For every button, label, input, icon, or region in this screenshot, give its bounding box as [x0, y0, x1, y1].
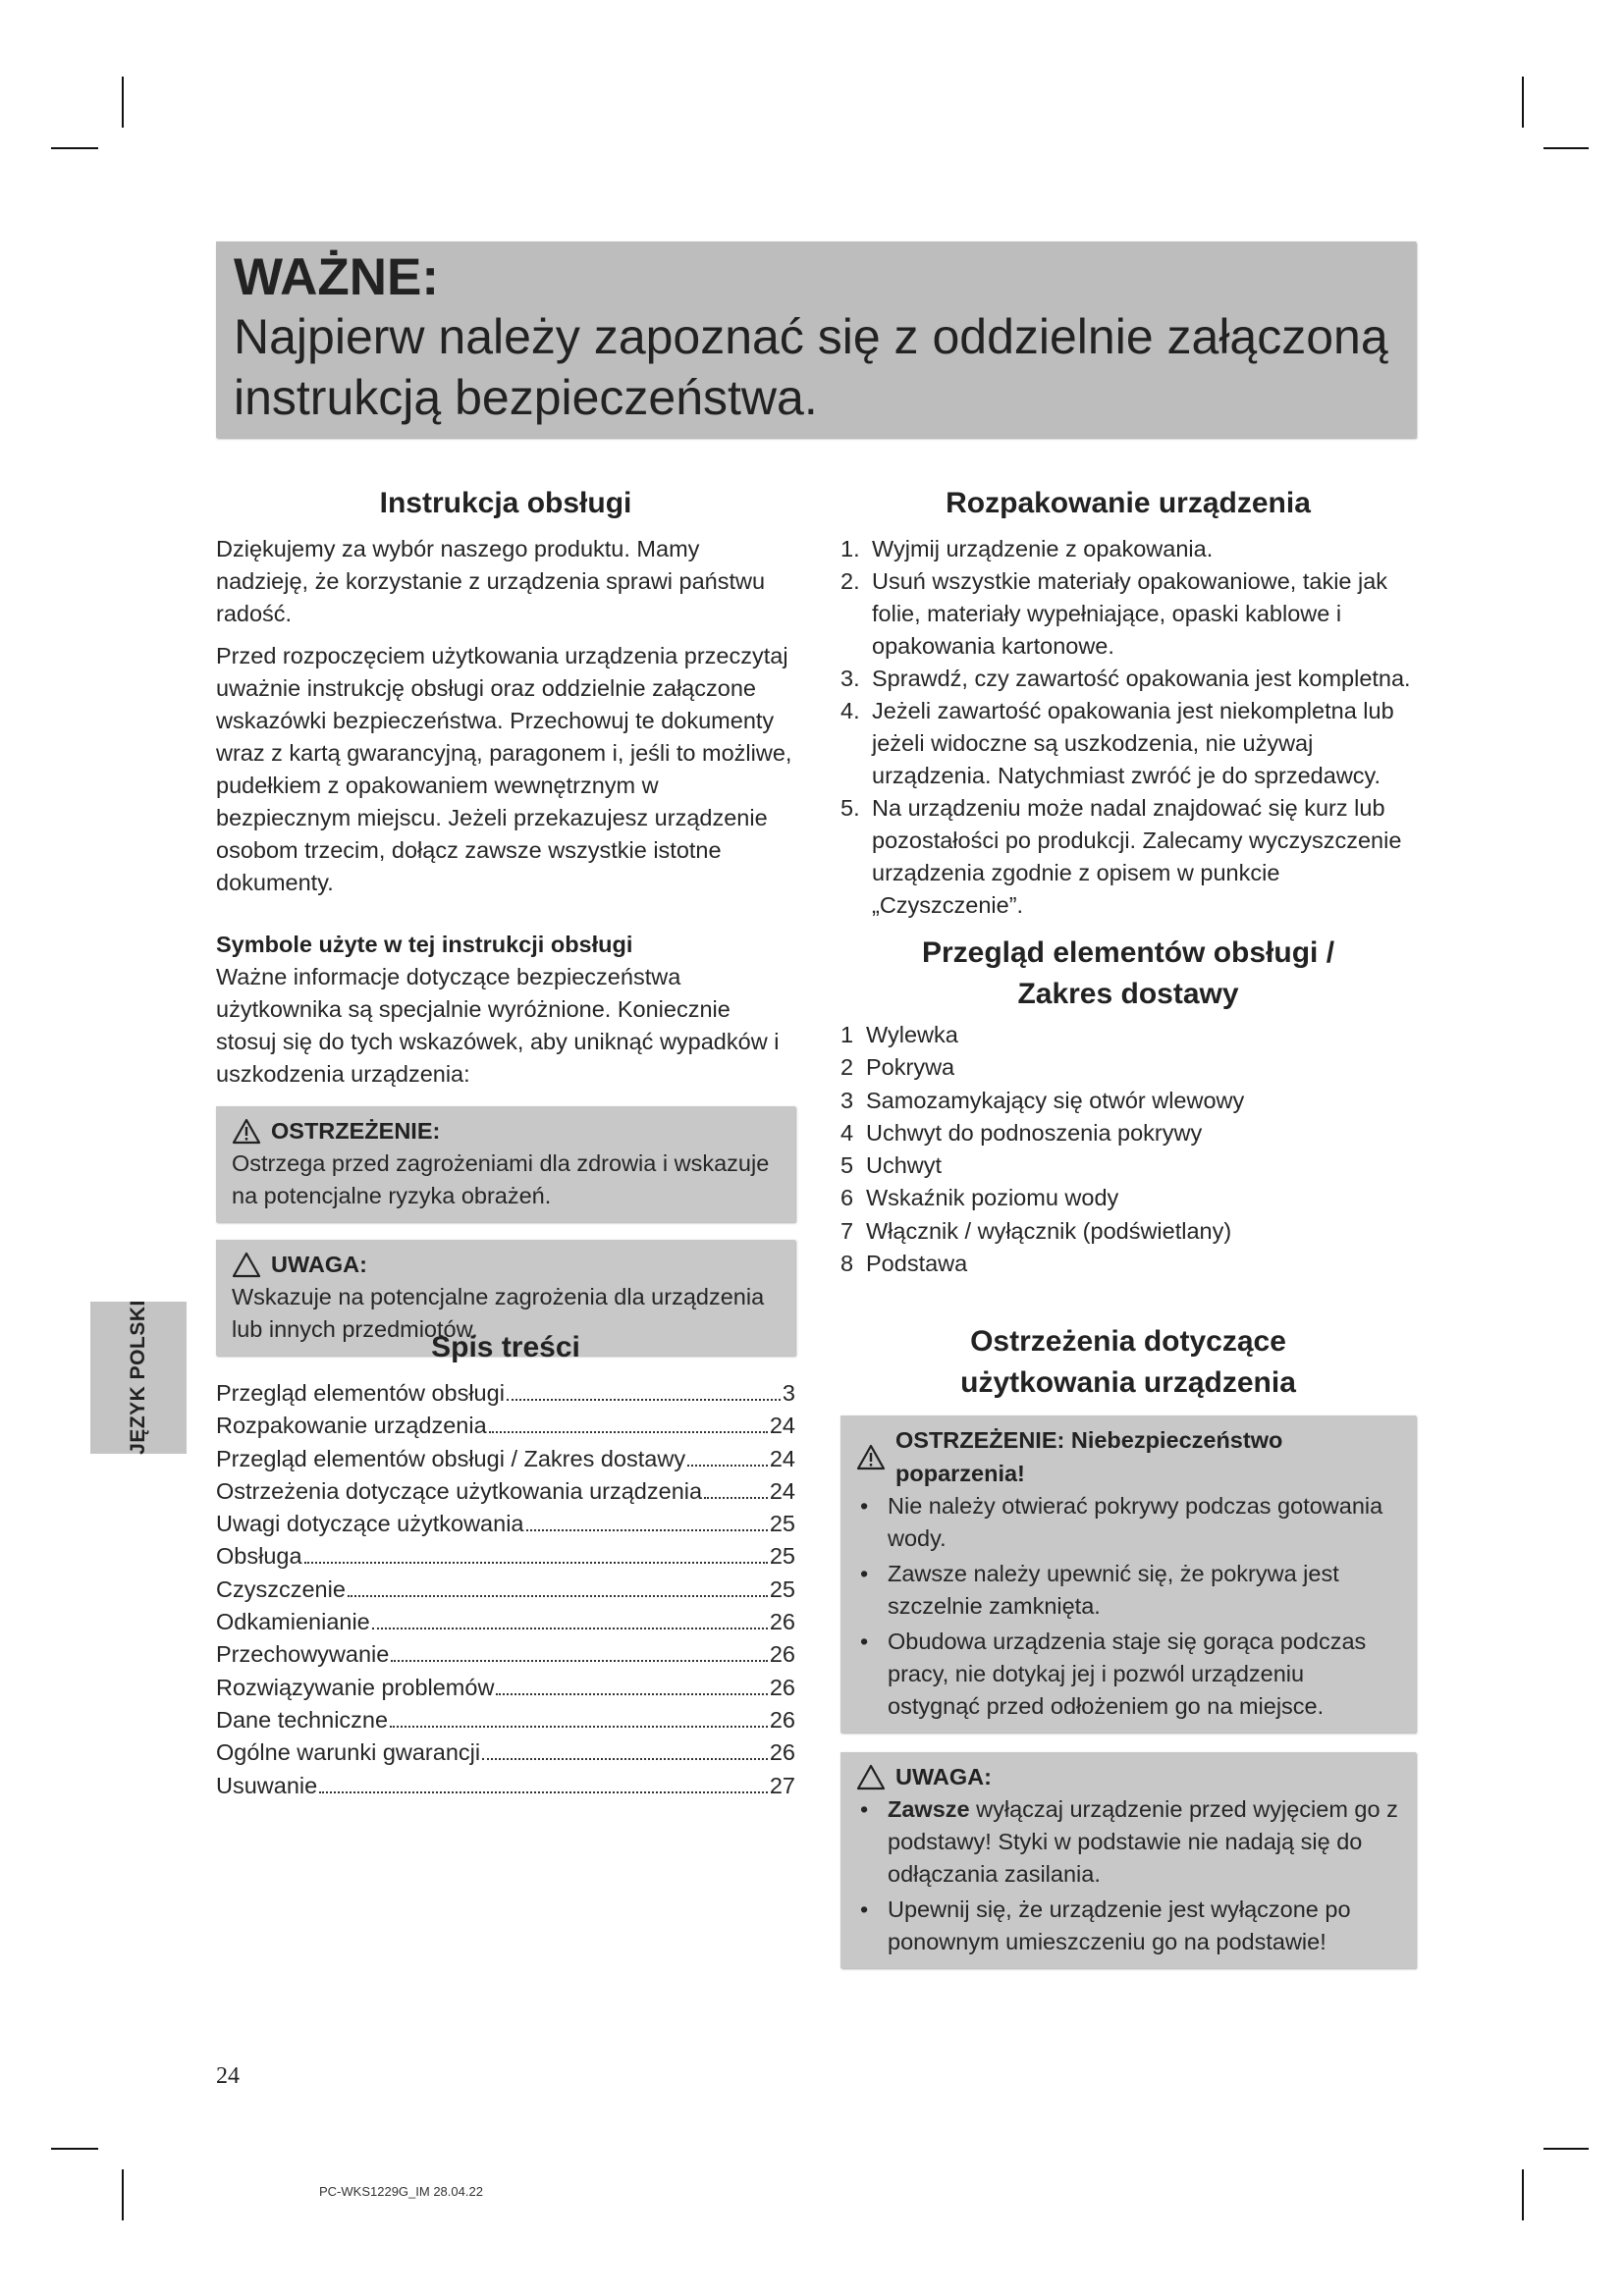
- warning-triangle-icon: [856, 1444, 886, 1470]
- language-side-tab: [90, 1302, 187, 1454]
- instructions-para-2: Przed rozpoczęciem użytkowania urządzenia przeczytaj uważnie instrukcję obsługi oraz oddzielnie załączone wskazówki bezpieczeństwa. Przechowuj te dokumenty wraz z kartą gwarancyjną, paragonem i, jeśli to możliwe, pudełkiem z opakowaniem wewnętrznym w bezpiecznym miejscu. Jeżeli przekazujesz urządzenie osobom trzecim, dołącz zawsze wszystkie istotne dokumenty.: [216, 643, 792, 895]
- warning-triangle-icon: [232, 1118, 261, 1145]
- part-item: 8 Podstawa: [840, 1251, 968, 1277]
- crop-mark: [122, 2169, 124, 2220]
- toc-item[interactable]: Odkamienianie 26: [216, 1609, 795, 1635]
- burn-warning-item: • Obudowa urządzenia staje się gorąca podczas pracy, nie dotykaj jej i pozwól urządzeniu ostygnąć przed odłożeniem go na miejsce.: [860, 1629, 1367, 1719]
- crop-mark: [51, 147, 98, 149]
- part-item: 5 Uchwyt: [840, 1152, 943, 1179]
- crop-mark: [51, 2148, 98, 2150]
- toc-item[interactable]: Czyszczenie 25: [216, 1575, 795, 1602]
- unpacking-heading: Rozpakowanie urządzenia: [946, 487, 1311, 519]
- instructions-heading: Instrukcja obsługi: [379, 487, 632, 519]
- part-item: 2 Pokrywa: [840, 1054, 955, 1081]
- caution-box-title: UWAGA:: [895, 1764, 992, 1789]
- crop-mark: [1522, 2169, 1524, 2220]
- banner-title: WAŻNE:: [234, 248, 440, 306]
- toc-item[interactable]: Przegląd elementów obsługi 3: [216, 1380, 795, 1406]
- warnings-heading-line1: Ostrzeżenia dotyczące: [970, 1325, 1286, 1358]
- caution-box: [840, 1752, 1416, 1968]
- warning-legend-text: Ostrzega przed zagrożeniami dla zdrowia i wskazuje na potencjalne ryzyka obrażeń.: [232, 1150, 770, 1208]
- crop-mark: [1522, 77, 1524, 128]
- important-banner: [216, 241, 1416, 438]
- instructions-section: [216, 483, 795, 1356]
- part-item: 4 Uchwyt do podnoszenia pokrywy: [840, 1119, 1203, 1146]
- toc-item[interactable]: Przechowywanie 26: [216, 1641, 795, 1668]
- warnings-section: [840, 1321, 1416, 1968]
- parts-list: [840, 1019, 1416, 1280]
- instructions-para-1: Dziękujemy za wybór naszego produktu. Mamy nadzieję, że korzystanie z urządzenia sprawi państwu radość.: [216, 536, 766, 626]
- toc-item[interactable]: Rozwiązywanie problemów 26: [216, 1674, 795, 1700]
- symbols-text: Ważne informacje dotyczące bezpieczeństwa użytkownika są specjalnie wyróżnione. Koniecznie stosuj się do tych wskazówek, aby uniknąć wypadków i uszkodzenia urządzenia:: [216, 964, 780, 1087]
- toc-item[interactable]: Uwagi dotyczące użytkowania 25: [216, 1511, 795, 1537]
- burn-warning-box: [840, 1415, 1416, 1733]
- crop-mark: [1543, 147, 1589, 149]
- caution-triangle-icon: [856, 1764, 886, 1790]
- unpacking-step: 1. Wyjmij urządzenie z opakowania.: [840, 536, 1214, 561]
- crop-mark: [122, 77, 124, 128]
- unpacking-section: [840, 483, 1416, 922]
- part-item: 3 Samozamykający się otwór wlewowy: [840, 1087, 1245, 1113]
- caution-legend-text: Wskazuje na potencjalne zagrożenia dla urządzenia lub innych przedmiotów.: [232, 1284, 765, 1342]
- language-label: JĘZYK POLSKI: [127, 1300, 149, 1455]
- toc-item[interactable]: Usuwanie 27: [216, 1772, 795, 1798]
- unpacking-steps: [840, 533, 1416, 922]
- banner-text: Najpierw należy zapoznać się z oddzielnie załączoną instrukcją bezpieczeństwa.: [234, 309, 1388, 425]
- unpacking-step: 3. Sprawdź, czy zawartość opakowania jest kompletna.: [840, 666, 1411, 691]
- caution-triangle-icon: [232, 1252, 261, 1278]
- part-item: 7 Włącznik / wyłącznik (podświetlany): [840, 1217, 1232, 1244]
- page-number: 24: [216, 2063, 240, 2089]
- toc-list: [216, 1377, 795, 1802]
- warning-legend-title: OSTRZEŻENIE:: [271, 1118, 441, 1144]
- toc-item[interactable]: Rozpakowanie urządzenia 24: [216, 1413, 795, 1439]
- burn-warning-list: [856, 1490, 1400, 1723]
- toc-item[interactable]: Ostrzeżenia dotyczące użytkowania urządzenia 24: [216, 1477, 795, 1504]
- toc-section: [216, 1327, 795, 1802]
- caution-list: [856, 1793, 1400, 1958]
- unpacking-step: 4. Jeżeli zawartość opakowania jest niekompletna lub jeżeli widoczne są uszkodzenia, nie używaj urządzenia. Natychmiast zwróć je do sprzedawcy.: [840, 698, 1394, 788]
- symbols-heading: Symbole użyte w tej instrukcji obsługi: [216, 932, 633, 957]
- toc-item[interactable]: Ogólne warunki gwarancji 26: [216, 1739, 795, 1766]
- unpacking-step: 5. Na urządzeniu może nadal znajdować się kurz lub pozostałości po produkcji. Zalecamy wyczyszczenie urządzenia zgodnie z opisem w punkcie „Czyszczenie”.: [840, 795, 1402, 918]
- toc-item[interactable]: Dane techniczne 26: [216, 1706, 795, 1733]
- caution-legend-title: UWAGA:: [271, 1252, 367, 1277]
- toc-heading: Spis treści: [431, 1331, 580, 1363]
- toc-item[interactable]: Przegląd elementów obsługi / Zakres dostawy 24: [216, 1445, 795, 1471]
- caution-item: • Zawsze wyłączaj urządzenie przed wyjęciem go z podstawy! Styki w podstawie nie nadają się do odłączania zasilania.: [860, 1796, 1398, 1887]
- burn-warning-item: • Nie należy otwierać pokrywy podczas gotowania wody.: [860, 1493, 1383, 1551]
- footer-code: PC-WKS1229G_IM 28.04.22: [319, 2184, 483, 2199]
- burn-warning-title: OSTRZEŻENIE: Niebezpieczeństwo poparzenia!: [895, 1427, 1283, 1486]
- warnings-heading-line2: użytkowania urządzenia: [960, 1366, 1296, 1399]
- overview-heading-line2: Zakres dostawy: [1017, 978, 1239, 1010]
- part-item: 6 Wskaźnik poziomu wody: [840, 1185, 1119, 1211]
- toc-item[interactable]: Obsługa 25: [216, 1543, 795, 1570]
- unpacking-step: 2. Usuń wszystkie materiały opakowaniowe, takie jak folie, materiały wypełniające, opaski kablowe i opakowania kartonowe.: [840, 568, 1388, 659]
- part-item: 1 Wylewka: [840, 1022, 958, 1047]
- overview-heading-line1: Przegląd elementów obsługi /: [921, 936, 1335, 969]
- burn-warning-item: • Zawsze należy upewnić się, że pokrywa jest szczelnie zamknięta.: [860, 1561, 1339, 1619]
- caution-item: • Upewnij się, że urządzenie jest wyłączone po ponownym umieszczeniu go na podstawie!: [860, 1896, 1351, 1954]
- crop-mark: [1543, 2148, 1589, 2150]
- warning-legend-box: [216, 1106, 795, 1222]
- overview-section: [840, 933, 1416, 1280]
